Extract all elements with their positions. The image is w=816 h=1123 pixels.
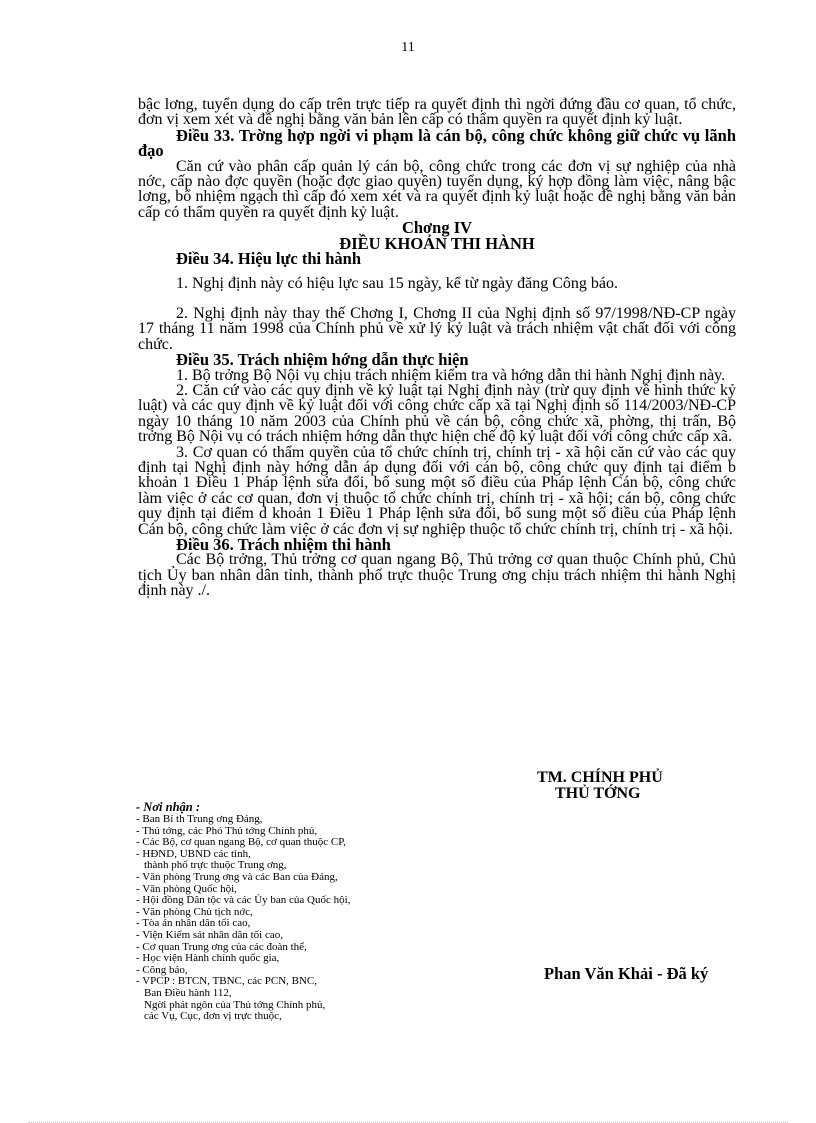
- document-body: [138, 97, 736, 599]
- article-34-paragraph-1: 1. Nghị định này có hiệu lực sau 15 ngày, kể từ ngày đăng Công báo.: [176, 275, 618, 293]
- article-33-paragraph: Căn cứ vào phân cấp quản lý cán bộ, công chức trong các đơn vị sự nghiệp của nhà nớc, cấp nào đợc quyền (hoặc đợc giao quyền) tuyển dụng, ký hợp đồng làm việc, nâng bậc lơng, bổ nhiệm ngạch thì cấp đó xem xét và ra quyết định kỷ luật hoặc đề nghị bằng văn bản cấp có thẩm quyền ra quyết định kỷ luật.: [138, 157, 736, 221]
- recipient-item: - Tòa án nhân dân tối cao,: [136, 917, 251, 930]
- recipient-item: - Văn phòng Quốc hội,: [136, 882, 237, 895]
- article-34-paragraph-2: 2. Nghị định này thay thế Chơng I, Chơng II của Nghị định số 97/1998/NĐ-CP ngày 17 tháng 11 năm 1998 của Chính phủ về xử lý kỷ luật và trách nhiệm vật chất đối với công chức.: [138, 304, 736, 353]
- recipient-item: Ban Điều hành 112,: [144, 986, 232, 999]
- recipient-item: Ngời phát ngôn của Thủ tớng Chính phủ,: [144, 998, 326, 1011]
- recipients-list: [136, 800, 350, 1023]
- recipient-item: - Viện Kiểm sát nhân dân tối cao,: [136, 928, 283, 941]
- chapter-number: Chơng IV: [401, 218, 473, 238]
- chapter-title: ĐIỀU KHOẢN THI HÀNH: [339, 233, 535, 253]
- article-35-paragraph-3: 3. Cơ quan có thẩm quyền của tổ chức chính trị, chính trị - xã hội căn cứ vào các quy định tại Nghị định này hớng dẫn áp dụng đối với cán bộ, công chức quy định tại điểm b khoản 1 Điều 1 Pháp lệnh sửa đổi, bổ sung một số điều của Pháp lệnh Cán bộ, công chức làm việc ở các cơ quan, đơn vị thuộc tổ chức chính trị, chính trị - xã hội; cán bộ, công chức quy định tại điểm d khoản 1 Điều 1 Pháp lệnh sửa đổi, bổ sung một số điều của Pháp lệnh Cán bộ, công chức làm việc ở các đơn vị sự nghiệp thuộc tổ chức chính trị, chính trị - xã hội.: [138, 443, 736, 538]
- article-35-paragraph-2: 2. Căn cứ vào các quy định về kỷ luật tại Nghị định này (trừ quy định về hình thức kỷ luật) và các quy định về kỷ luật đối với công chức cấp xã tại Nghị định số 114/2003/NĐ-CP ngày 10 tháng 10 năm 2003 của Chính phủ về cán bộ, công chức xã, phờng, thị trấn, Bộ trởng Bộ Nội vụ có trách nhiệm hớng dẫn thực hiện chế độ kỷ luật đối với công chức cấp xã.: [138, 381, 736, 446]
- recipient-item: - VPCP : BTCN, TBNC, các PCN, BNC,: [136, 975, 318, 988]
- article-35-paragraph-1: 1. Bộ trởng Bộ Nội vụ chịu trách nhiệm kiểm tra và hớng dẫn thi hành Nghị định này.: [176, 366, 726, 384]
- signature-title-1: TM. CHÍNH PHỦ: [537, 769, 663, 786]
- signer-name: Phan Văn Khải - Đã ký: [544, 964, 709, 983]
- article-34-title: Điều 34. Hiệu lực thi hành: [176, 249, 362, 269]
- recipient-item: - Thủ tớng, các Phó Thủ tớng Chính phủ,: [136, 824, 318, 837]
- recipient-item: - Văn phòng Chủ tịch nớc,: [136, 905, 253, 918]
- recipient-item: - Học viện Hành chính quốc gia,: [136, 952, 280, 965]
- article-36-title: Điều 36. Trách nhiệm thi hành: [176, 534, 391, 554]
- signature-title-2: THỦ TỚNG: [555, 785, 641, 802]
- recipient-item: thành phố trực thuộc Trung ơng,: [144, 859, 287, 872]
- signature-block: [537, 770, 663, 802]
- article-36-paragraph: Các Bộ trởng, Thủ trởng cơ quan ngang Bộ, Thủ trởng cơ quan thuộc Chính phủ, Chủ tịch Ủy ban nhân dân tỉnh, thành phố trực thuộc Trung ơng chịu trách nhiệm thi hành Nghị định này ./.: [138, 551, 736, 600]
- recipient-item: - Ban Bí th Trung ơng Đảng,: [136, 813, 263, 825]
- page-number: 11: [401, 40, 415, 55]
- recipient-item: - Công báo,: [136, 963, 188, 976]
- paragraph-continuation: bậc lơng, tuyển dụng do cấp trên trực tiếp ra quyết định thì ngời đứng đầu cơ quan, tổ chức, đơn vị xem xét và đề nghị bằng văn bản lên cấp có thẩm quyền ra quyết định kỷ luật.: [138, 96, 736, 129]
- recipients-label: - Nơi nhận :: [136, 800, 201, 814]
- recipient-item: - Các Bộ, cơ quan ngang Bộ, cơ quan thuộc CP,: [136, 836, 346, 849]
- article-35-title: Điều 35. Trách nhiệm hớng dẫn thực hiện: [176, 350, 469, 370]
- recipient-item: - Cơ quan Trung ơng của các đoàn thể,: [136, 940, 307, 953]
- recipient-item: - Văn phòng Trung ơng và các Ban của Đảng,: [136, 870, 338, 883]
- recipient-item: các Vụ, Cục, đơn vị trực thuộc,: [144, 1010, 282, 1023]
- recipient-item: - Hội đồng Dân tộc và các Ủy ban của Quốc hội,: [136, 894, 351, 907]
- recipient-item: - HĐND, UBND các tỉnh,: [136, 847, 251, 860]
- article-33-title: Điều 33. Trờng hợp ngời vi phạm là cán bộ, công chức không giữ chức vụ lãnh đạo: [138, 125, 736, 161]
